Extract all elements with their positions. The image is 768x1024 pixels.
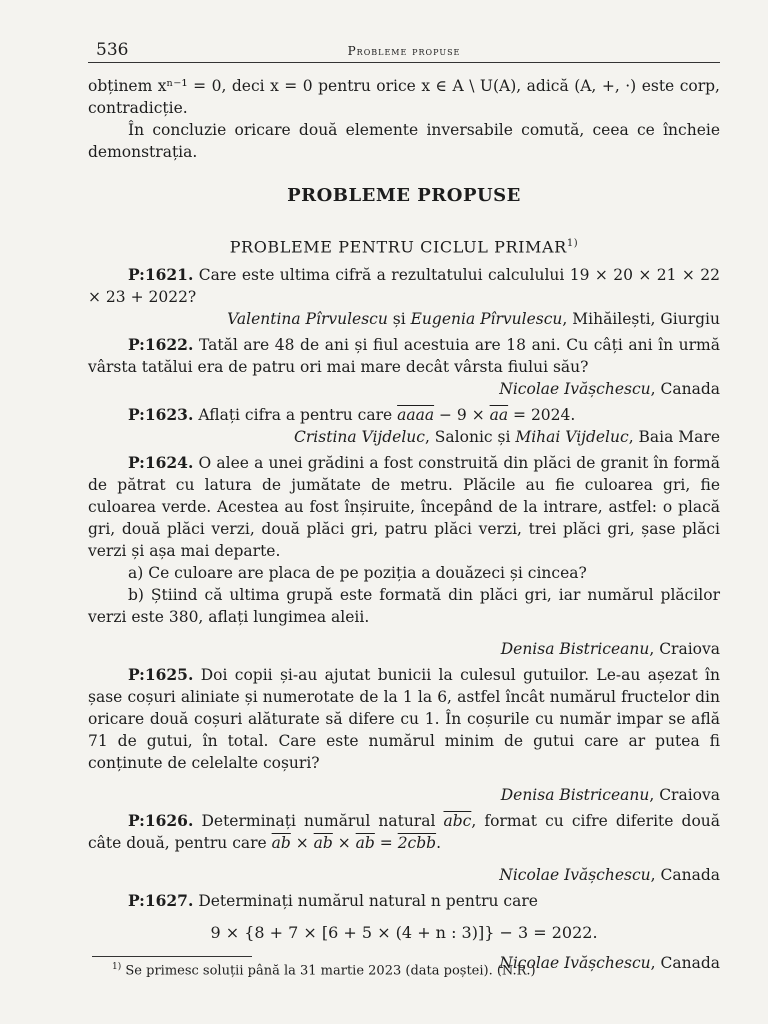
- problem-id: P:1624.: [128, 453, 194, 473]
- problem-author: Denisa Bistriceanu, Craiova: [500, 786, 720, 805]
- problem-1626: P:1626. Determinați numărul natural $\overline{abc}$, format cu cifre diferite două câte două, pentru care $\overline{ab} \times \overline{ab} \times \overline{ab} = 2cbb$. Nicolae Ivășchescu, Canada: [88, 811, 720, 885]
- page-number: 536: [96, 40, 129, 60]
- problem-author: Denisa Bistriceanu, Craiova: [500, 640, 720, 659]
- subsection-title: [88, 233, 720, 258]
- problem-id: P:1623.: [128, 405, 194, 425]
- problem-id: P:1622.: [128, 335, 194, 355]
- problem-id: P:1626.: [128, 811, 194, 831]
- problem-author: Nicolae Ivășchescu, Canada: [499, 954, 720, 973]
- problem-1624: [88, 452, 720, 660]
- page-body: [88, 75, 720, 974]
- problem-author: Nicolae Ivășchescu, Canada: [499, 380, 720, 399]
- problem-author: Valentina Pîrvulescu și Eugenia Pîrvulescu, Mihăilești, Giurgiu: [227, 310, 720, 329]
- footnote-mark: 1): [566, 238, 579, 249]
- section-title: PROBLEME PROPUSE: [287, 185, 521, 206]
- page: [88, 34, 720, 974]
- problem-id: P:1621.: [128, 265, 194, 285]
- problem-item-b: b) Știind că ultima grupă este formată din plăci gri, iar numărul plăcilor verzi este 380, aflați lungimea aleii.: [88, 586, 720, 627]
- problem-text: Care este ultima cifră a rezultatului calculului 19 × 20 × 21 × 22 × 23 + 2022?: [88, 266, 720, 307]
- running-title: Probleme propuse: [347, 44, 461, 58]
- footnote-rule: [92, 956, 252, 957]
- problem-1621: [88, 264, 720, 330]
- display-equation: 9 × {8 + 7 × [6 + 5 × (4 + n : 3)]} − 3 = 2022.: [210, 923, 598, 943]
- problem-text: Doi copii și-au ajutat bunicii la culesul gutuilor. Le-au așezat în șase coșuri aliniate și numerotate de la 1 la 6, astfel încât numărul fructelor din oricare două coșuri alăturate să difere cu 1. În coșurile cu număr impar se află 71 de gutui, în total. Care este numărul minim de gutui care ar putea fi conținute de celelalte coșuri?: [88, 666, 720, 773]
- problem-1622: [88, 334, 720, 400]
- footnote: [112, 962, 536, 978]
- problem-1625: [88, 664, 720, 806]
- problem-item-a: a) Ce culoare are placa de pe poziția a douăzeci și cincea?: [128, 564, 587, 583]
- footnote-mark-bottom: 1): [112, 962, 122, 972]
- footnote-text: Se primesc soluții până la 31 martie 2023 (data poștei). (N.R.): [125, 963, 536, 979]
- problem-author: Nicolae Ivășchescu, Canada: [499, 866, 720, 885]
- intro-paragraph-2: În concluzie oricare două elemente inversabile comută, ceea ce încheie demonstrația.: [88, 121, 720, 161]
- problem-id: P:1627.: [128, 891, 194, 911]
- problem-1623: P:1623. Aflați cifra a pentru care aaaa − $9 \times \overline{aa} = 2024$. Cristina Vijdeluc, Salonic și Mihai Vijdeluc, Baia Mare: [88, 404, 720, 448]
- problem-text: Tatăl are 48 de ani și fiul acestuia are 18 ani. Cu câți ani în urmă vârsta tatălui era de patru ori mai mare decât vârsta fiului său?: [88, 336, 720, 377]
- problem-text: Determinați numărul natural n pentru care: [198, 892, 538, 911]
- intro-paragraph-1: obținem xⁿ⁻¹ = 0, deci x = 0 pentru orice x ∈ A \ U(A), adică (A, +, ·) este corp, contradicție.: [88, 77, 720, 117]
- running-head: [88, 34, 720, 63]
- subsection-title-text: PROBLEME PENTRU CICLUL PRIMAR: [229, 237, 567, 257]
- problem-text: O alee a unei grădini a fost construită din plăci de granit în formă de pătrat cu latura de jumătate de metru. Plăcile au fie culoarea gri, fie culoarea verde. Acestea au fost înșiruite, începând de la intrare, astfel: o placă gri, două plăci verzi, două plăci gri, patru plăci verzi, trei plăci gri, șase plăci verzi și așa mai departe.: [88, 454, 720, 561]
- problem-id: P:1625.: [128, 665, 194, 685]
- problem-author: Cristina Vijdeluc, Salonic și Mihai Vijdeluc, Baia Mare: [294, 428, 720, 447]
